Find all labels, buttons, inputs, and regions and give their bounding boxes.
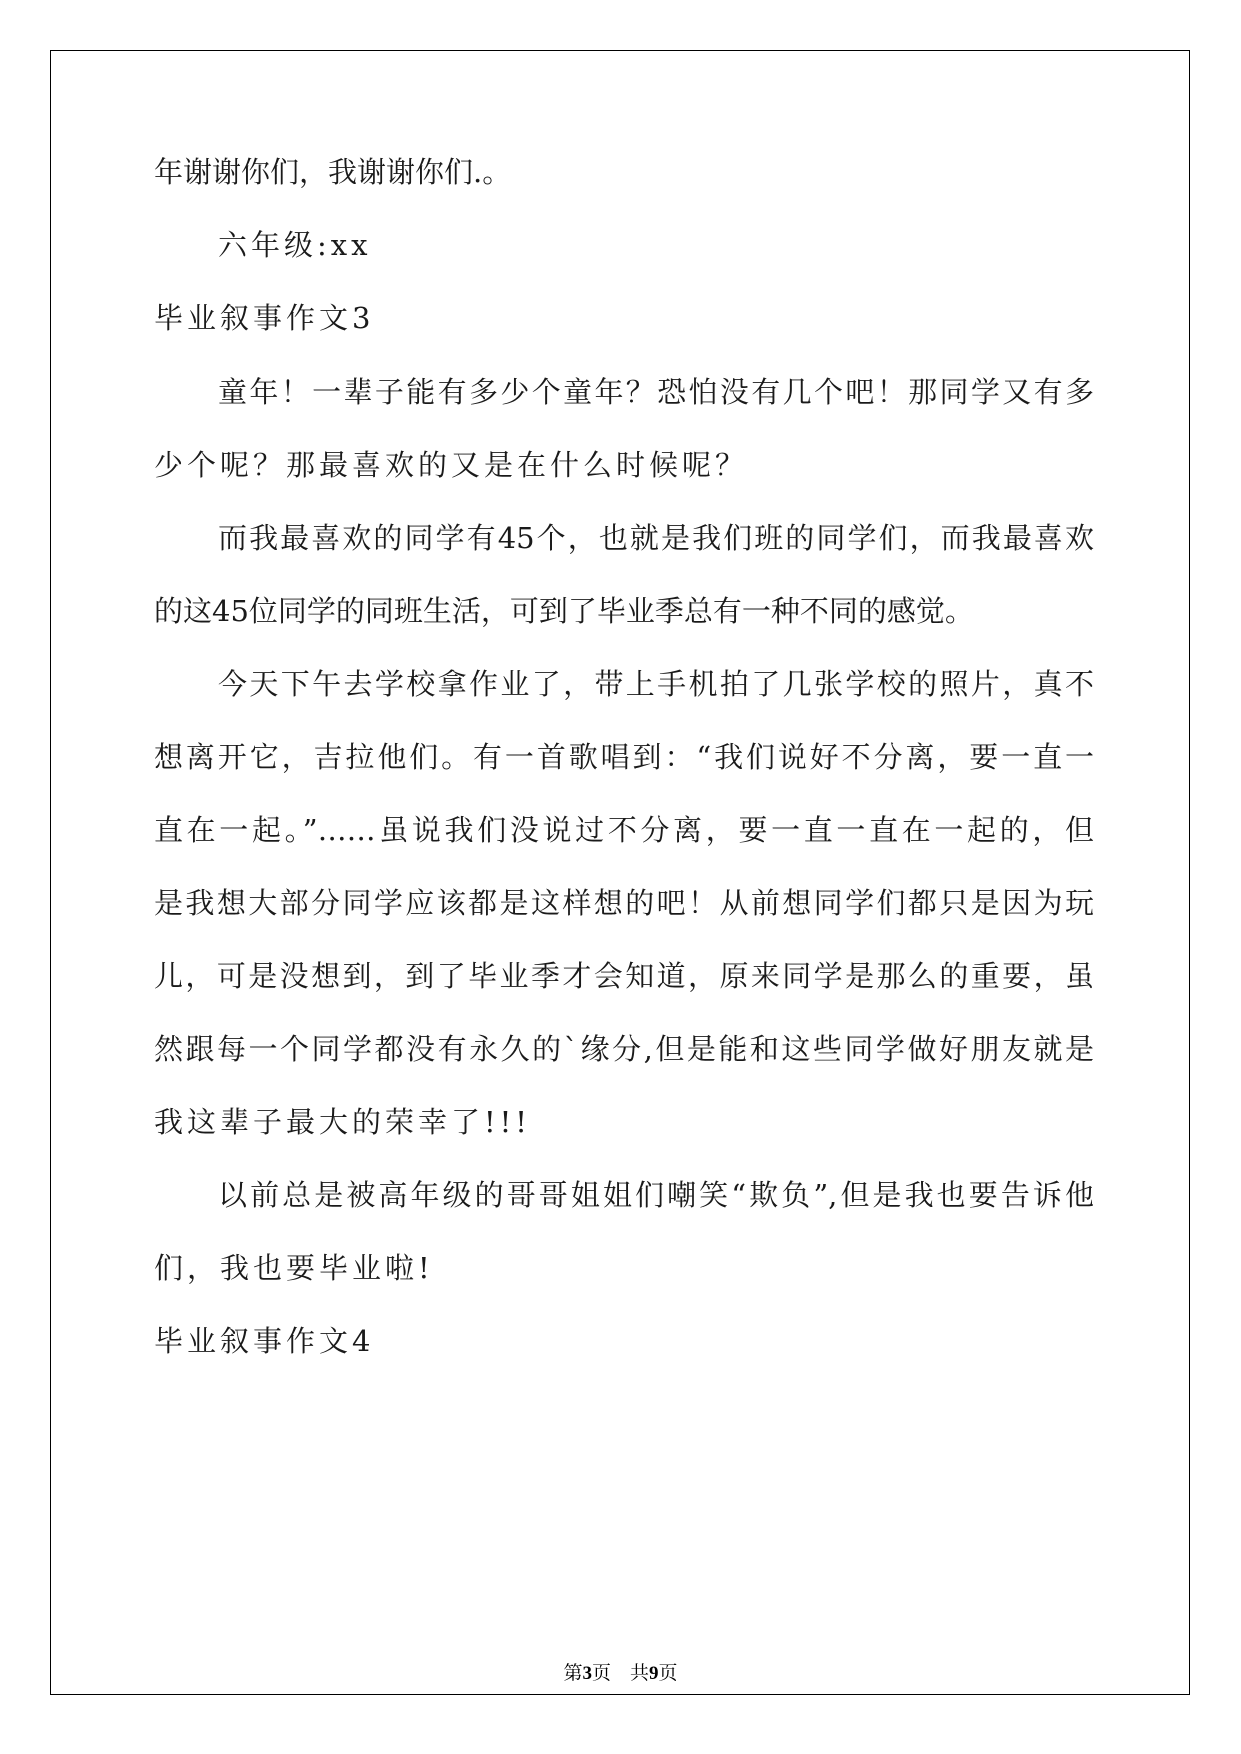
- text-line-13: 然跟每一个同学都没有永久的`缘分,但是能和这些同学做好朋友就是: [154, 1032, 1094, 1066]
- text-line-15: 以前总是被高年级的哥哥姐姐们嘲笑“欺负”,但是我也要告诉他: [218, 1178, 1094, 1212]
- footer-mid: 页 共: [591, 1662, 649, 1684]
- text-line-12: 儿，可是没想到，到了毕业季才会知道，原来同学是那么的重要，虽: [154, 959, 1094, 993]
- section-heading-3: 毕业叙事作文3: [154, 301, 375, 335]
- footer-prefix: 第: [563, 1662, 583, 1684]
- signature-line: 六年级:xx: [218, 228, 372, 262]
- text-line-4: 童年！一辈子能有多少个童年？恐怕没有几个吧！那同学又有多: [218, 375, 1094, 409]
- page-border: [50, 50, 1190, 1695]
- section-heading-4: 毕业叙事作文4: [154, 1324, 375, 1358]
- footer-page-number: 3: [582, 1663, 592, 1684]
- text-line-5: 少个呢？那最喜欢的又是在什么时候呢？: [154, 448, 749, 482]
- text-line-11: 是我想大部分同学应该都是这样想的吧！从前想同学们都只是因为玩: [154, 886, 1094, 920]
- text-line-16: 们，我也要毕业啦!: [154, 1251, 434, 1285]
- text-line-10: 直在一起。”……虽说我们没说过不分离，要一直一直在一起的，但: [154, 813, 1094, 847]
- page-footer: [0, 1658, 1241, 1685]
- text-line-14: 我这辈子最大的荣幸了!!!: [154, 1105, 531, 1139]
- text-line-9: 想离开它，吉拉他们。有一首歌唱到：“我们说好不分离，要一直一: [154, 740, 1094, 774]
- text-line-7: 的这45位同学的同班生活，可到了毕业季总有一种不同的感觉。: [154, 594, 974, 628]
- footer-suffix: 页: [658, 1662, 678, 1684]
- text-line-1: 年谢谢你们，我谢谢你们.。: [154, 155, 512, 189]
- text-line-8: 今天下午去学校拿作业了，带上手机拍了几张学校的照片，真不: [218, 667, 1094, 701]
- text-line-6: 而我最喜欢的同学有45个，也就是我们班的同学们，而我最喜欢: [218, 521, 1094, 555]
- footer-total-pages: 9: [649, 1663, 659, 1684]
